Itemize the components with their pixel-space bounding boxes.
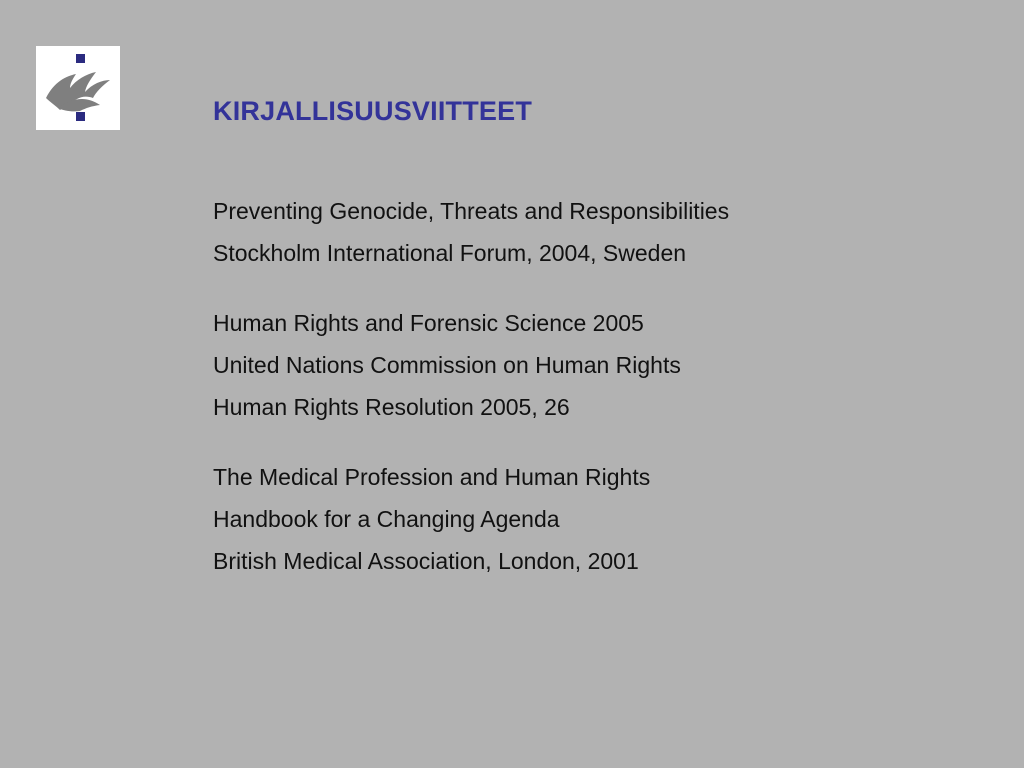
reference-line: Handbook for a Changing Agenda [213,506,560,532]
logo-dot-bottom-icon [76,112,85,121]
reference-entry-1 [213,190,973,274]
logo [36,46,120,130]
reference-line: The Medical Profession and Human Rights [213,464,651,490]
reference-entry-3 [213,456,973,582]
reference-line: Human Rights and Forensic Science 2005 [213,310,644,336]
reference-line: British Medical Association, London, 2001 [213,548,639,574]
page-title: KIRJALLISUUSVIITTEET [213,96,533,126]
logo-dot-top-icon [76,54,85,63]
reference-list [213,190,973,582]
reference-entry-2 [213,302,973,428]
reference-line: Human Rights Resolution 2005, 26 [213,394,570,420]
flame-logo-icon [44,68,112,114]
reference-line: United Nations Commission on Human Rights [213,352,681,378]
reference-line: Preventing Genocide, Threats and Responsibilities [213,198,730,224]
reference-line: Stockholm International Forum, 2004, Sweden [213,240,687,266]
